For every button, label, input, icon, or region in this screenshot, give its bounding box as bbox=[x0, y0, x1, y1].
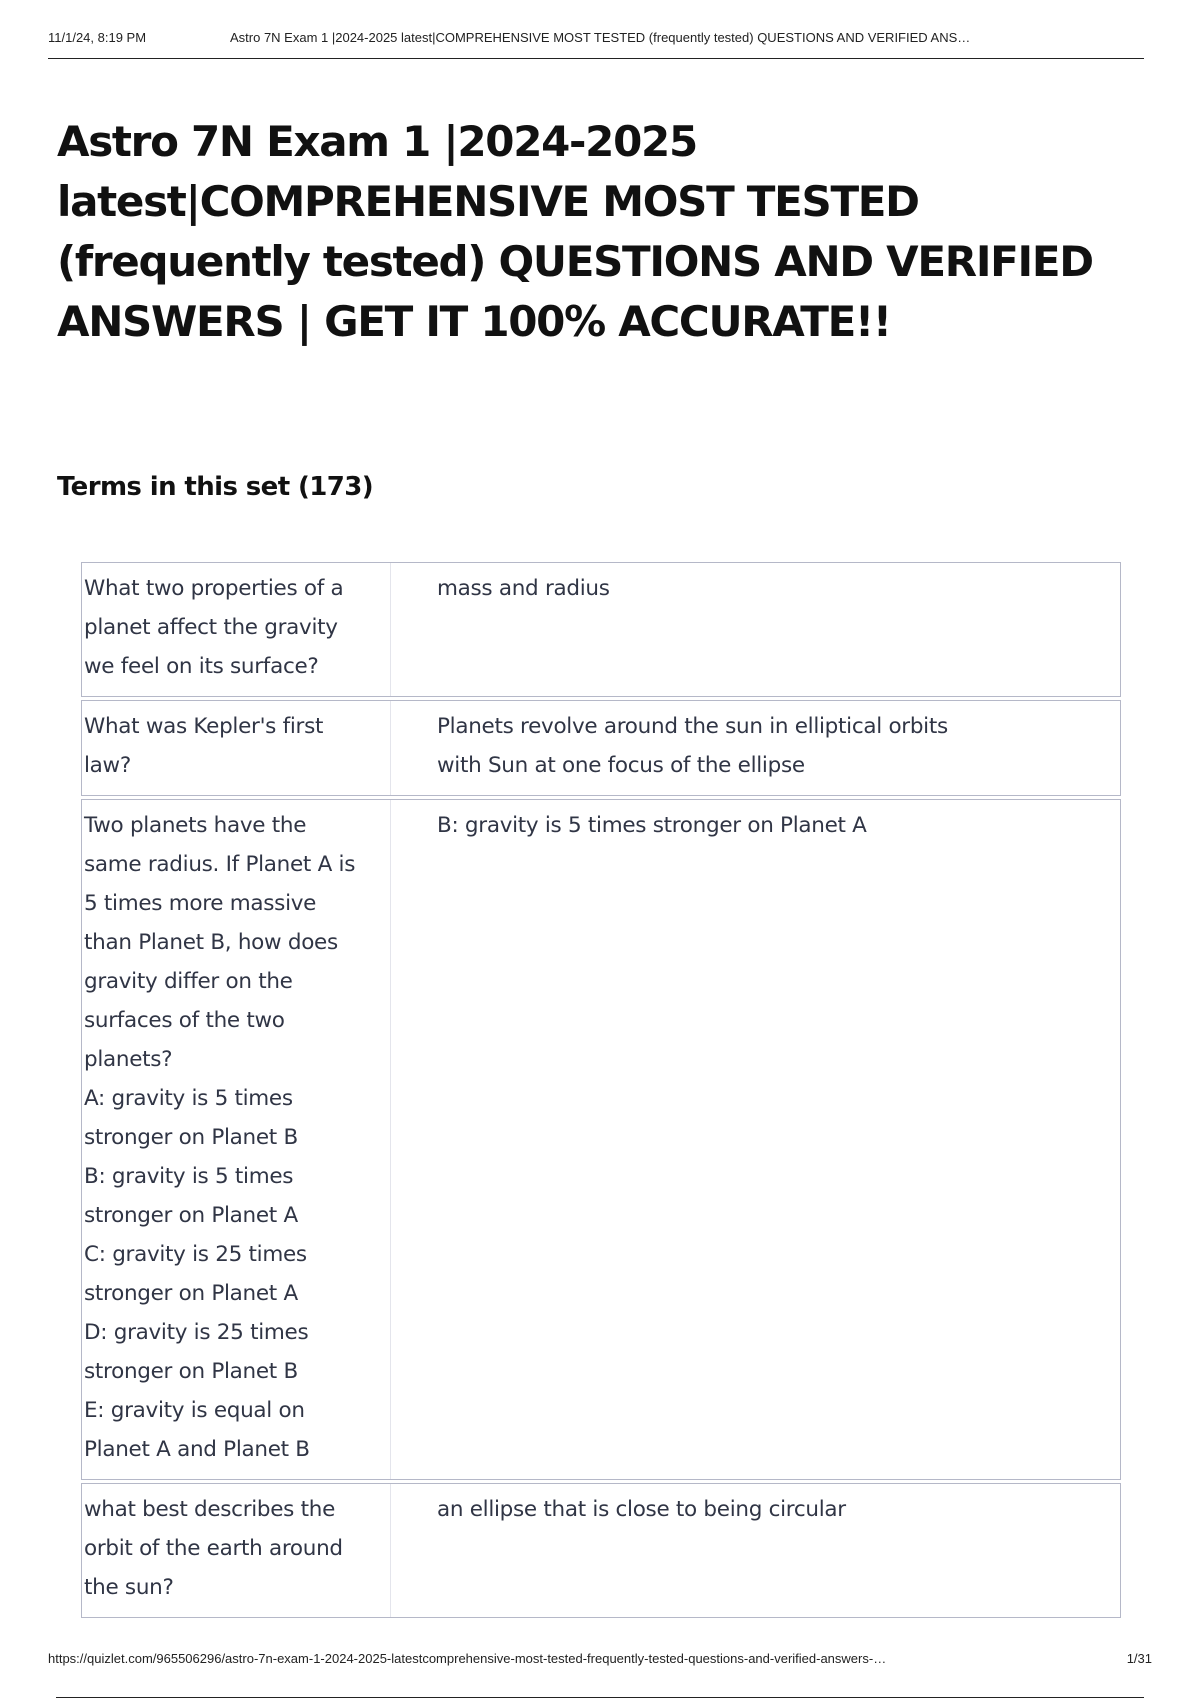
print-header bbox=[48, 30, 1144, 59]
term-card bbox=[81, 700, 1121, 796]
term-answer: mass and radius bbox=[437, 576, 610, 601]
term-question: Two planets have the same radius. If Planet A is 5 times more massive than Planet B, how does gravity differ on the surfaces of the two planets? A: gravity is 5 times stronger on Planet B B: gravity is 5 times stronger on Planet A C: gravity is 25 times stronger on Planet A D: gravity is 25 times stronger on Planet B E: gravity is equal on Planet A and Planet B bbox=[82, 800, 391, 1479]
print-url[interactable]: https://quizlet.com/965506296/astro-7n-exam-1-2024-2025-latestcomprehensive-most-tested-frequently-tested-questions-and-verified-answers-… bbox=[48, 1651, 887, 1666]
page-number: 1/31 bbox=[1126, 1651, 1152, 1666]
page-title: Astro 7N Exam 1 |2024-2025 latest|COMPREHENSIVE MOST TESTED (frequently tested) QUESTIONS AND VERIFIED ANSWERS | GET IT 100% ACCURATE!! bbox=[57, 117, 1093, 346]
term-answer: Planets revolve around the sun in elliptical orbits with Sun at one focus of the ellipse bbox=[437, 714, 948, 778]
term-card bbox=[81, 1483, 1121, 1618]
bottom-divider bbox=[56, 1697, 1144, 1698]
term-question: What was Kepler's first law? bbox=[82, 701, 391, 795]
term-card bbox=[81, 799, 1121, 1480]
terms-list bbox=[81, 562, 1121, 1621]
term-question: What two properties of a planet affect the gravity we feel on its surface? bbox=[82, 563, 391, 696]
print-datetime: 11/1/24, 8:19 PM bbox=[48, 30, 147, 45]
term-answer: an ellipse that is close to being circular bbox=[437, 1497, 846, 1522]
term-card bbox=[81, 562, 1121, 697]
print-document-title: Astro 7N Exam 1 |2024-2025 latest|COMPREHENSIVE MOST TESTED (frequently tested) QUESTIONS AND VERIFIED ANS… bbox=[230, 30, 971, 45]
term-answer: B: gravity is 5 times stronger on Planet A bbox=[437, 813, 867, 838]
term-question: what best describes the orbit of the earth around the sun? bbox=[82, 1484, 391, 1617]
terms-heading: Terms in this set (173) bbox=[57, 472, 374, 502]
